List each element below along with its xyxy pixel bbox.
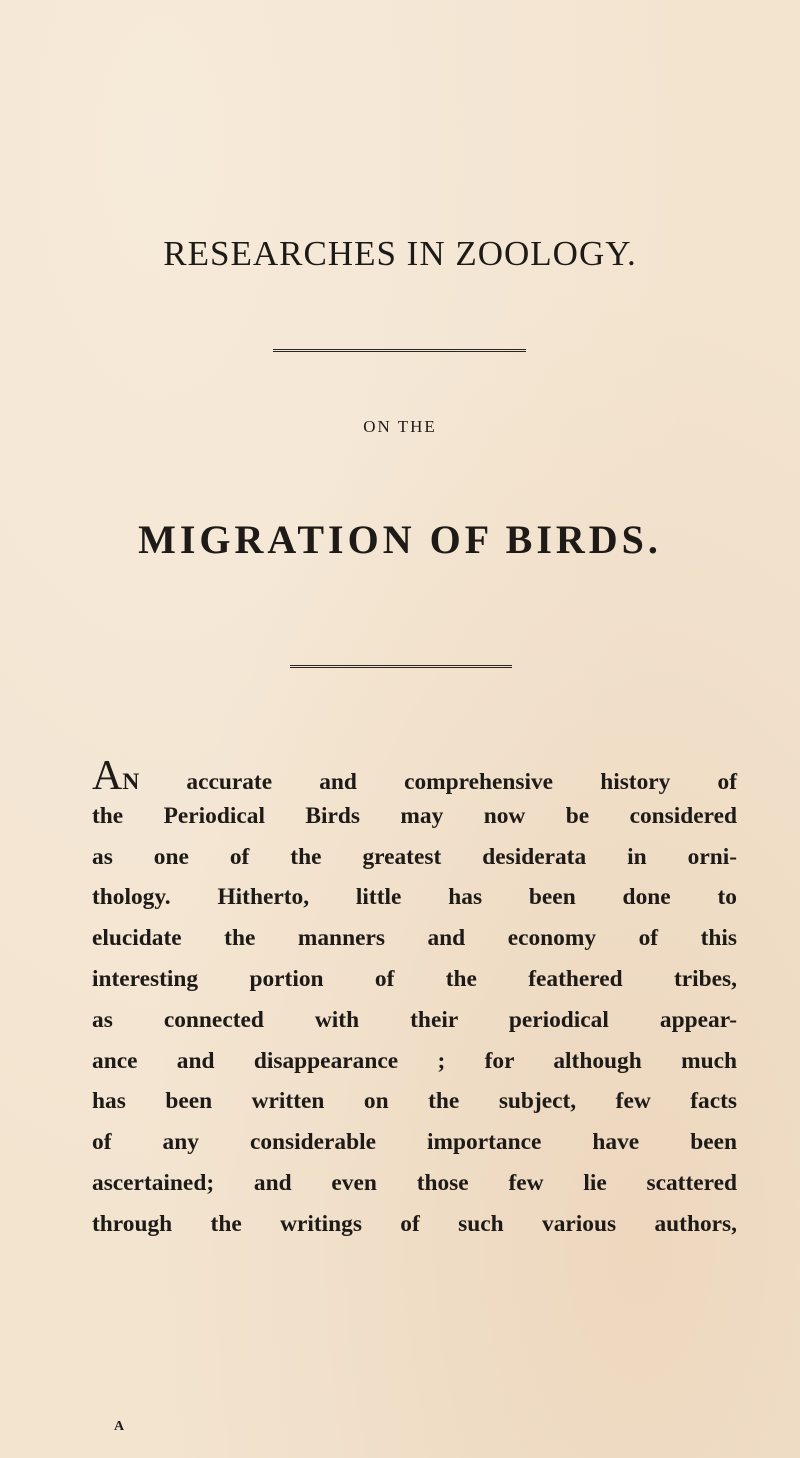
double-rule-bottom (290, 665, 512, 668)
text-line: of any considerable importance have been (92, 1129, 737, 1156)
text-line (92, 753, 737, 799)
subheading: ON THE (363, 417, 437, 436)
text-line: thology. Hitherto, little has been done to (92, 884, 737, 911)
text-line: through the writings of such various authors, (92, 1210, 737, 1237)
text-line: the Periodical Birds may now be considered (92, 802, 737, 829)
text-line: as one of the greatest desiderata in orni- (92, 843, 737, 870)
text-line: as connected with their periodical appear- (92, 1006, 737, 1033)
body-paragraph (92, 755, 737, 1245)
text-line: has been written on the subject, few facts (92, 1088, 737, 1115)
chapter-heading: MIGRATION OF BIRDS. (138, 517, 662, 562)
text-line: elucidate the manners and economy of this (92, 925, 737, 952)
text-line: ascertained; and even those few lie scattered (92, 1169, 737, 1196)
drop-cap: A (92, 753, 123, 799)
text-line: interesting portion of the feathered tribes, (92, 965, 737, 992)
text-line: ance and disappearance ; for although much (92, 1047, 737, 1074)
first-line-text: N accurate and comprehensive history of (122, 769, 737, 795)
running-title: RESEARCHES IN ZOOLOGY. (163, 234, 637, 273)
signature-mark: A (114, 1419, 125, 1434)
double-rule-top (273, 349, 526, 352)
